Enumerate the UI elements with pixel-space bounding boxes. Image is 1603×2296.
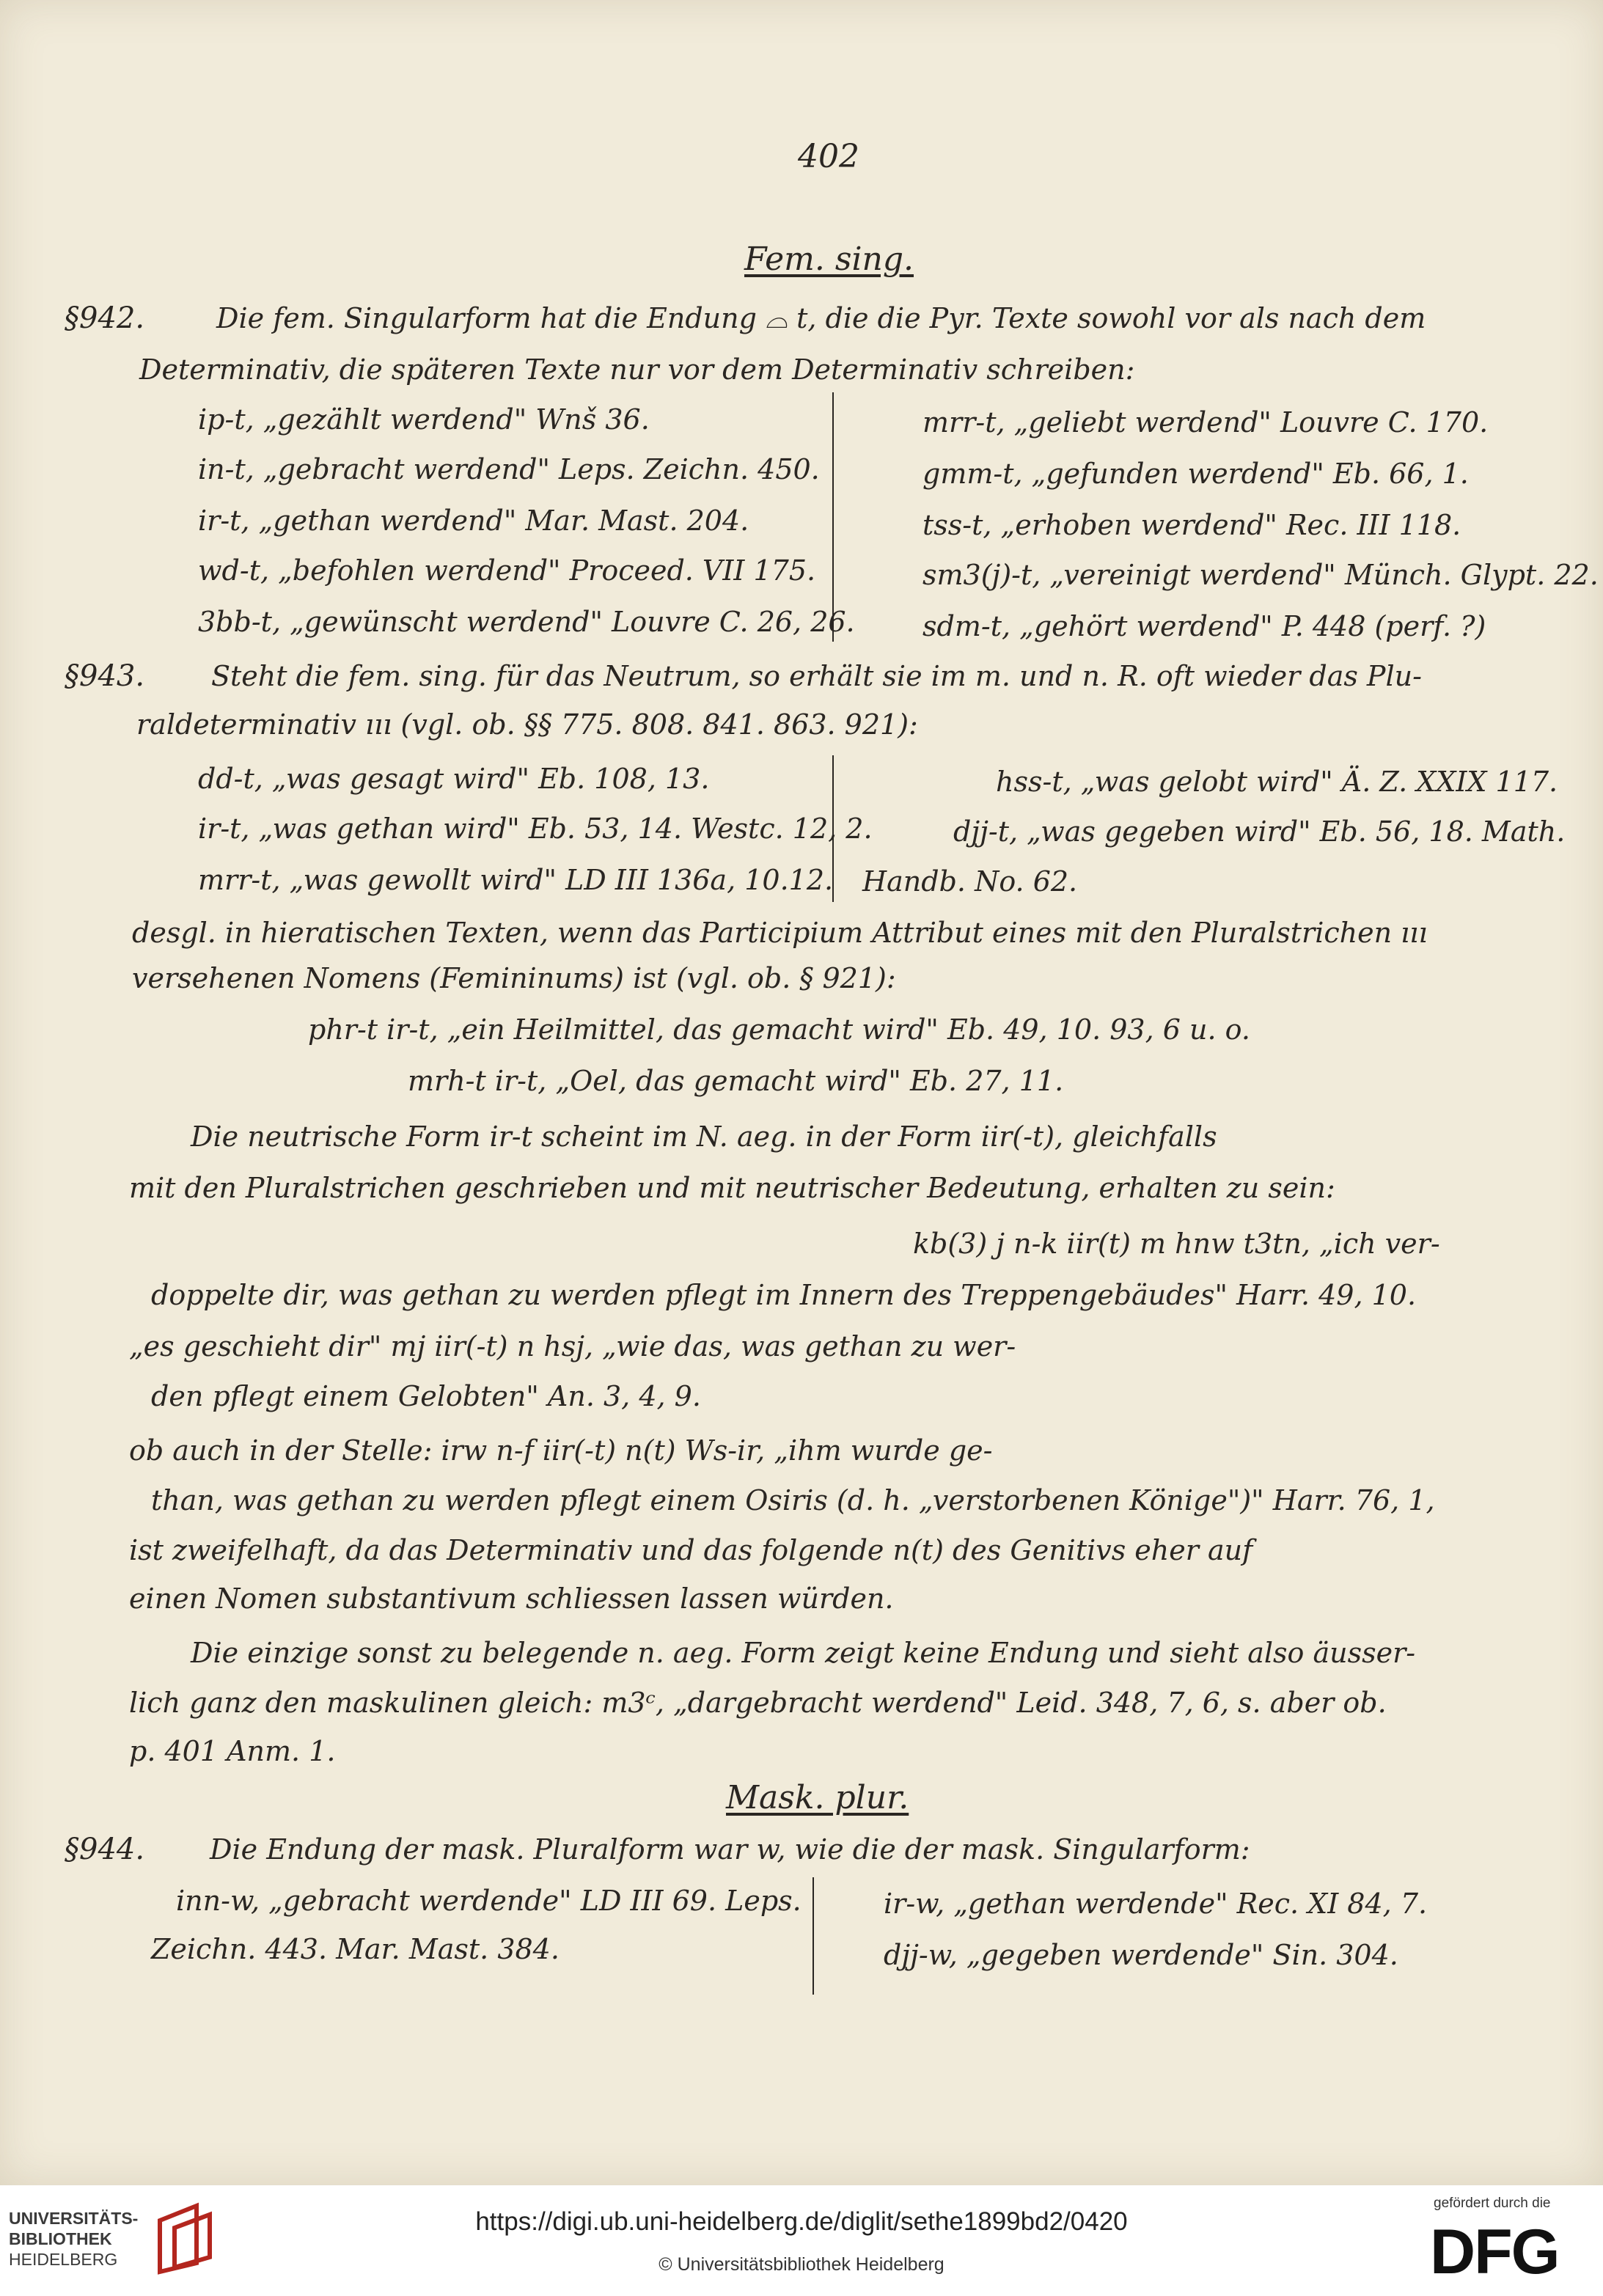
s943-example-2: mrh-t ir-t, „Oel, das gemacht wird" Eb. 27, 11.: [408, 1065, 1064, 1097]
column-divider-944: [812, 1877, 814, 1995]
s942-left-2: in-t, „gebracht werdend" Leps. Zeichn. 450.: [198, 453, 820, 485]
section-944-label: §944.: [65, 1833, 145, 1866]
s943-p4-line3: ist zweifelhaft, da das Determinativ und das folgende n(t) des Genitivs eher auf: [129, 1534, 1253, 1566]
s943-right-1: hss-t, „was gelobt wird" Ä. Z. XXIX 117.: [996, 766, 1558, 798]
s944-left-1: inn-w, „gebracht werdende" LD III 69. Leps.: [176, 1885, 802, 1917]
s943-p2-line1: desgl. in hieratischen Texten, wenn das Participium Attribut eines mit den Pluralstrichen ııı: [132, 917, 1428, 949]
source-url-link[interactable]: https://digi.ub.uni-heidelberg.de/diglit/sethe1899bd2/0420: [475, 2207, 1128, 2236]
s943-p4-line4: einen Nomen substantivum schliessen lassen würden.: [129, 1582, 894, 1615]
library-name-line3: HEIDELBERG: [9, 2250, 118, 2269]
s943-p3-line4: doppelte dir, was gethan zu werden pflegt im Innern des Treppengebäudes" Harr. 49, 10.: [151, 1279, 1417, 1311]
s943-p2-line2: versehenen Nomens (Femininums) ist (vgl. ob. § 921):: [132, 962, 896, 994]
s942-left-5: 3bb-t, „gewünscht werdend" Louvre C. 26, 26.: [198, 606, 855, 638]
funding-label: gefördert durch die: [1434, 2196, 1551, 2211]
s943-p5-line1: Die einzige sonst zu belegende n. aeg. Form zeigt keine Endung und sieht also äusser-: [191, 1637, 1416, 1669]
s943-p4-line2: than, was gethan zu werden pflegt einem Osiris (d. h. „verstorbenen Könige")" Harr. 76, 1,: [151, 1484, 1435, 1516]
s942-right-4: sm3(j)-t, „vereinigt werdend" Münch. Glypt. 22.: [922, 559, 1599, 591]
s943-p3-line1: Die neutrische Form ir-t scheint im N. aeg. in der Form iir(-t), gleichfalls: [191, 1121, 1217, 1153]
s943-p3-line5: „es geschieht dir" mj iir(-t) n hsj, „wie das, was gethan zu wer-: [129, 1330, 1016, 1362]
s943-line1: Steht die fem. sing. für das Neutrum, so erhält sie im m. und n. R. oft wieder das Plu-: [211, 660, 1422, 692]
s943-left-1: dd-t, „was gesagt wird" Eb. 108, 13.: [198, 763, 710, 795]
s943-left-2: ir-t, „was gethan wird" Eb. 53, 14. Westc. 12, 2.: [198, 813, 873, 845]
s942-right-3: tss-t, „erhoben werdend" Rec. III 118.: [922, 509, 1461, 541]
s943-right-2: djj-t, „was gegeben wird" Eb. 56, 18. Math.: [953, 815, 1566, 848]
s944-right-1: ir-w, „gethan werdende" Rec. XI 84, 7.: [884, 1888, 1428, 1920]
s942-line1: Die fem. Singularform hat die Endung ⌓ t, die die Pyr. Texte sowohl vor als nach dem: [216, 302, 1426, 334]
dfg-logo[interactable]: DFG: [1430, 2217, 1559, 2287]
s942-right-2: gmm-t, „gefunden werdend" Eb. 66, 1.: [922, 458, 1469, 490]
s943-p4-line1: ob auch in der Stelle: irw n-f iir(-t) n(t) Ws-ir, „ihm wurde ge-: [129, 1434, 993, 1467]
s942-line2: Determinativ, die späteren Texte nur vor dem Determinativ schreiben:: [139, 353, 1135, 386]
s942-left-3: ir-t, „gethan werdend" Mar. Mast. 204.: [198, 505, 749, 537]
s943-line2: raldeterminativ ııı (vgl. ob. §§ 775. 808. 841. 863. 921):: [136, 708, 918, 741]
s942-left-4: wd-t, „befohlen werdend" Proceed. VII 175.: [198, 554, 816, 587]
s944-line1: Die Endung der mask. Pluralform war w, wie die der mask. Singularform:: [210, 1833, 1250, 1866]
copyright-notice: © Universitätsbibliothek Heidelberg: [659, 2254, 944, 2275]
s943-p3-line6: den pflegt einem Gelobten" An. 3, 4, 9.: [151, 1380, 701, 1412]
section-942-label: §942.: [65, 301, 145, 335]
s943-p5-line2: lich ganz den maskulinen gleich: m3ᶜ, „dargebracht werdend" Leid. 348, 7, 6, s. aber ob.: [129, 1687, 1387, 1719]
s943-p5-line3: p. 401 Anm. 1.: [129, 1735, 336, 1767]
viewer-footer: [0, 2185, 1603, 2296]
s944-right-2: djj-w, „gegeben werdende" Sin. 304.: [884, 1939, 1398, 1971]
s942-right-1: mrr-t, „geliebt werdend" Louvre C. 170.: [922, 406, 1489, 439]
heading-mask-plur: Mask. plur.: [726, 1779, 909, 1816]
library-name-line1: UNIVERSITÄTS-: [9, 2209, 139, 2228]
s942-right-5: sdm-t, „gehört werdend" P. 448 (perf. ?): [922, 610, 1486, 642]
s943-example-1: phr-t ir-t, „ein Heilmittel, das gemacht wird" Eb. 49, 10. 93, 6 u. o.: [308, 1013, 1250, 1046]
heading-fem-sing: Fem. sing.: [744, 241, 914, 278]
page-number: 402: [798, 138, 859, 175]
s944-left-2: Zeichn. 443. Mar. Mast. 384.: [151, 1933, 560, 1965]
section-943-label: §943.: [65, 659, 145, 693]
s943-p3-line2: mit den Pluralstrichen geschrieben und mit neutrischer Bedeutung, erhalten zu sein:: [129, 1172, 1335, 1204]
s943-left-3: mrr-t, „was gewollt wird" LD III 136a, 10.12.: [198, 864, 834, 896]
column-divider-942: [832, 392, 834, 642]
s943-right-3: Handb. No. 62.: [862, 865, 1078, 898]
s943-p3-line3: kb(3) j n-k iir(t) m hnw t3tn, „ich ver-: [913, 1228, 1440, 1260]
library-name-line2: BIBLIOTHEK: [9, 2229, 112, 2248]
s942-left-1: ip-t, „gezählt werdend" Wnš 36.: [198, 403, 650, 436]
